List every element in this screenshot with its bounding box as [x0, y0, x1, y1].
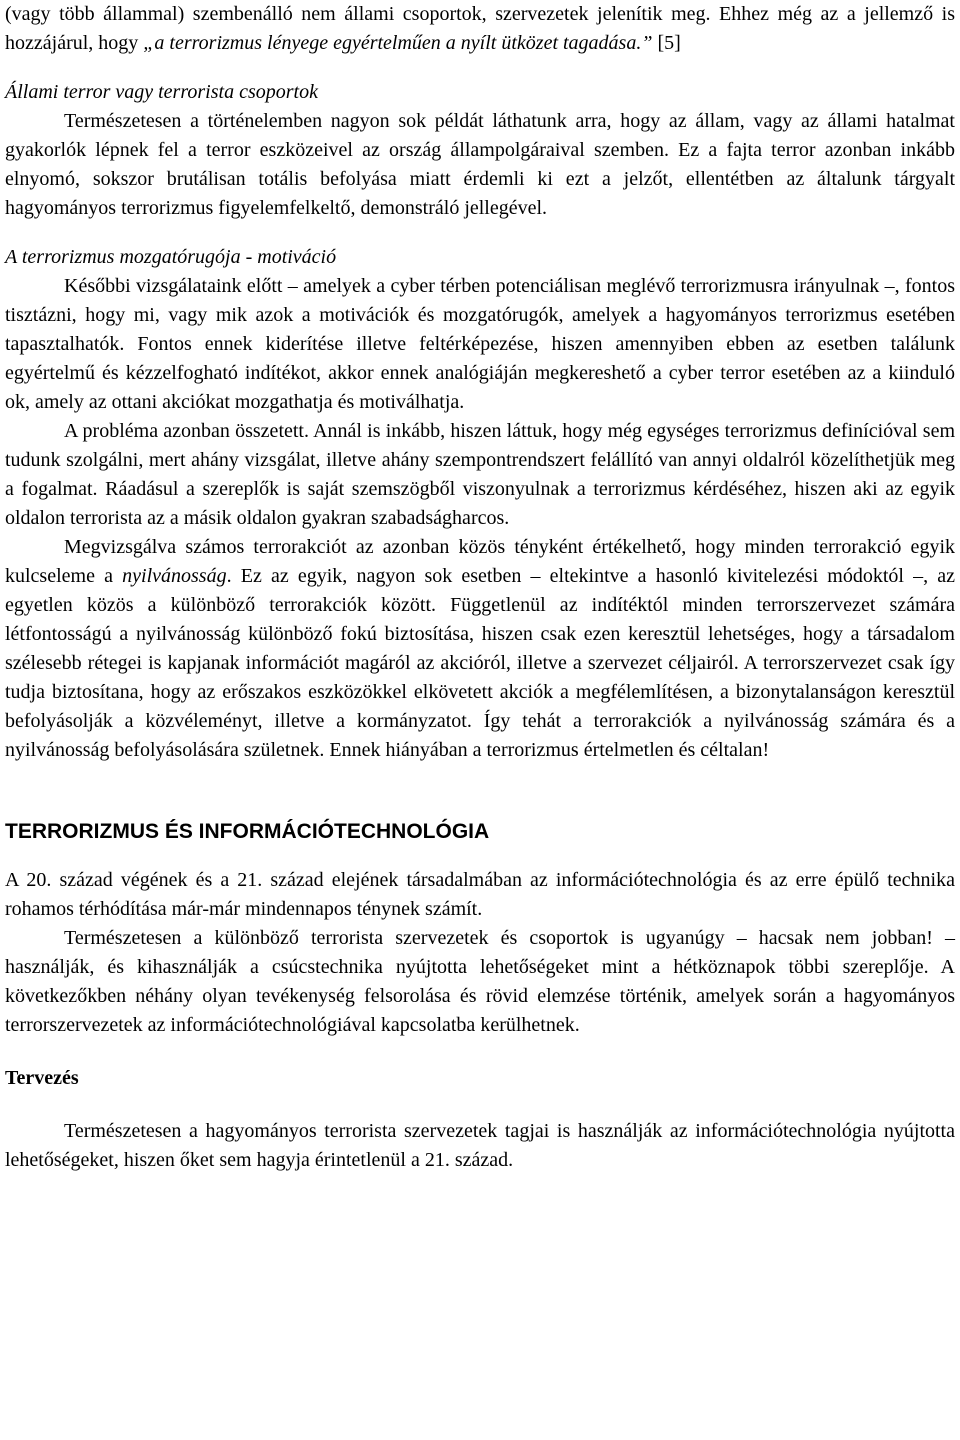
planning-heading: Tervezés	[5, 1067, 79, 1089]
state-terror-heading: Állami terror vagy terrorista csoportok	[5, 81, 318, 103]
intro-text: (vagy több állammal) szembenálló nem állami csoportok, szervezetek jelenítik meg. Ehhez még az a jellemző is hozzájárul, hogy	[5, 3, 955, 54]
it-paragraph-2: Természetesen a különböző terrorista szervezetek és csoportok is ugyanúgy – hacsak nem jobban! – használják, és kihasználják a csúcstechnika nyújtotta lehetőségeket mint a hétköznapok többi szereplője. A következőkben néhány olyan tevékenység felsorolása és rövid elemzése történik, amelyek során a hagyományos terrorszervezetek az információtechnológiával kapcsolatba kerülhetnek.	[5, 927, 955, 1036]
planning-paragraph: Természetesen a hagyományos terrorista szervezetek tagjai is használják az információtechnológia nyújtotta lehetőségeket, hiszen őket sem hagyja érintetlenül a 21. század.	[5, 1120, 955, 1171]
motivation-p3-emphasis: nyilvánosság	[122, 565, 227, 587]
intro-paragraph	[5, 0, 955, 58]
motivation-paragraph-3	[5, 533, 955, 765]
state-terror-paragraph: Természetesen a történelemben nagyon sok példát láthatunk arra, hogy az állam, vagy az állami hatalmat gyakorlók lépnek fel a terror eszközeivel az ország állampolgáraival szemben. Ez a fajta terror azonban inkább elnyomó, sokszor brutálisan totális befolyása miatt érdemli ki ezt a jelzőt, ellentétben az általunk tárgyalt hagyományos terrorizmus figyelemfelkeltő, demonstráló jellegével.	[5, 110, 955, 219]
document-page	[5, 0, 955, 1175]
it-section-heading: TERRORIZMUS ÉS INFORMÁCIÓTECHNOLÓGIA	[5, 820, 490, 843]
motivation-p3-end: . Ez az egyik, nagyon sok esetben – eltekintve a hasonló kivitelezési módoktól –, az egyetlen közös a különböző terrorakciók között. Függetlenül az indítéktól minden terrorszervezet számára létfontosságú a nyilvánosság különböző fokú biztosítása, hiszen csak ezen keresztül lehetséges, hogy a társadalom szélesebb rétegei is kapjanak információt magáról az akcióról, illetve a szervezet céljairól. A terrorszervezet csak így tudja biztosítana, hogy az erőszakos eszközökkel elkövetett akciók a megfélemlítésen, a bizonytalanságon keresztül befolyásolják a közvéleményt, illetve a kormányzatot. Így tehát a terrorakciók a nyilvánosság számára és a nyilvánosság befolyásolására születnek. Ennek hiányában a terrorizmus értelmetlen és céltalan!	[5, 565, 955, 761]
it-paragraph-1: A 20. század végének és a 21. század elejének társadalmában az információtechnológia és az erre épülő technika rohamos térhódítása már-már mindennapos ténynek számít.	[5, 869, 955, 920]
intro-quote: „a terrorizmus lényege egyértelműen a nyílt ütközet tagadása.”	[143, 32, 653, 54]
motivation-paragraph-2: A probléma azonban összetett. Annál is inkább, hiszen láttuk, hogy még egységes terrorizmus definícióval sem tudunk szolgálni, mert ahány vizsgálat, illetve ahány szempontrendszert felállító van annyi oldalról közelíthetjük meg a fogalmat. Ráadásul a szereplők is saját szemszögből viszonyulnak a terrorizmus kérdéséhez, hiszen aki az egyik oldalon terrorista az a másik oldalon gyakran szabadságharcos.	[5, 420, 955, 529]
motivation-heading: A terrorizmus mozgatórugója - motiváció	[5, 246, 337, 268]
motivation-paragraph-1: Későbbi vizsgálataink előtt – amelyek a cyber térben potenciálisan meglévő terrorizmusra irányulnak –, fontos tisztázni, hogy mi, vagy mik azok a motivációk és mozgatórugók, amelyek a hagyományos terrorizmus esetében tapasztalhatók. Fontos ennek kiderítése illetve feltérképezése, hiszen amennyiben ebben az esetben találunk egyértelmű és kézzelfogható indítékot, akkor ennek analógiáján megkereshető a cyber terror esetében az a kiinduló ok, amely az ottani akciókat mozgathatja és motiválhatja.	[5, 275, 955, 413]
intro-citation: [5]	[652, 32, 681, 54]
motivation-p3-start: Megvizsgálva számos terrorakciót az azonban közös tényként értékelhető, hogy minden terrorakció egyik kulcseleme a	[5, 536, 955, 587]
